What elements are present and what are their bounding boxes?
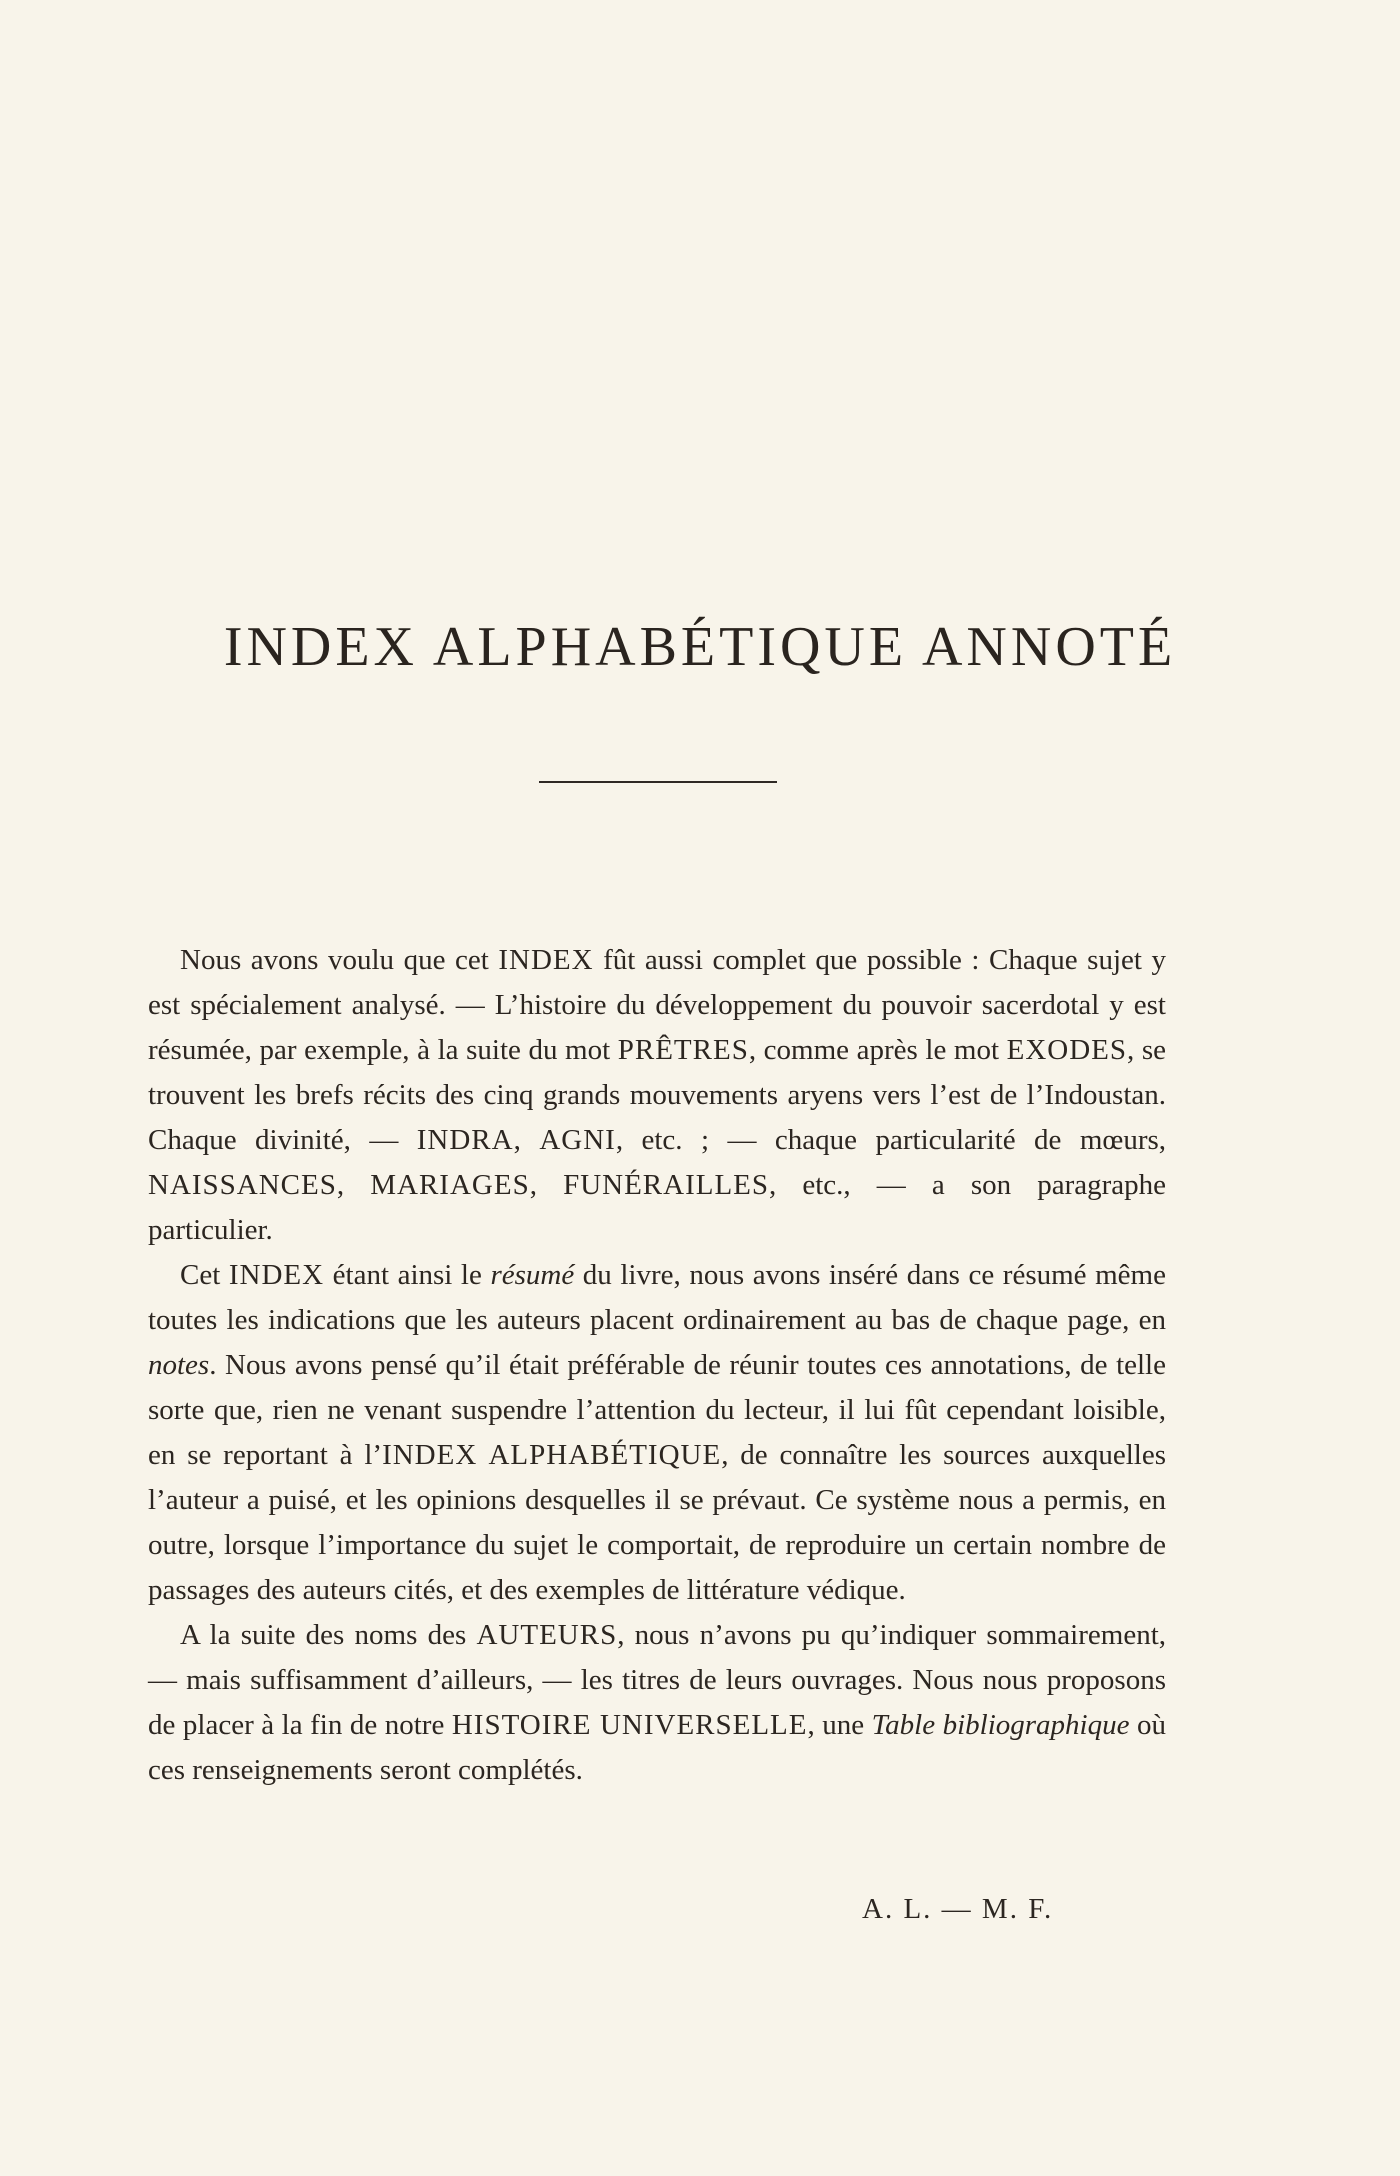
paragraph-3 [148,1613,1166,1793]
text-segment: , etc., — a son paragraphe particulier. [148,1169,1167,1246]
text-segment: AGNI [539,1124,616,1156]
body-text [148,938,1166,1793]
text-segment: MARIAGES [370,1169,530,1201]
text-segment: AUTEURS [476,1619,618,1651]
text-segment: Nous avons voulu que cet [180,944,499,976]
text-segment: notes [148,1349,210,1381]
text-segment: Cet [180,1259,229,1291]
text-segment: , de connaître les sources auxquelles l’auteur a puisé, et les opinions desquelles il se prévaut. Ce système nous a permis, en outre, lorsque l’importance du sujet le comportait, de reproduire un certain nombre de passages des auteurs cités, et des exemples de littérature védique. [148,1439,1166,1606]
text-segment: Table bibliographique [871,1709,1130,1741]
signature-initials: A. L. — M. F. [862,1893,1054,1925]
text-segment: EXODES [1006,1034,1127,1066]
text-segment: NAISSANCES [148,1169,337,1201]
paragraph-1 [148,938,1166,1253]
text-segment: INDEX [228,1259,325,1291]
text-segment: où ces renseignements seront complétés. [148,1709,1167,1786]
text-segment: , etc. ; — chaque particularité de mœurs, [615,1124,1167,1156]
text-segment: PRÊTRES [617,1034,749,1066]
text-segment: fût aussi complet que possible : Chaque sujet y est spécialement analysé. — L’histoire du développement du pouvoir sacerdotal y est résumée, par exemple, à la suite du mot [148,944,1166,1066]
paragraph-2 [148,1253,1166,1613]
text-segment: résumé [490,1259,575,1291]
text-segment: A la suite des noms des [180,1619,477,1651]
text-segment: , [336,1169,371,1201]
title-divider [539,781,777,783]
text-segment: , comme après le mot [748,1034,1007,1066]
text-segment: INDEX ALPHABÉTIQUE [382,1439,722,1471]
text-segment: du livre, nous avons inséré dans ce résumé même toutes les indications que les auteurs placent ordinairement au bas de chaque page, en [148,1259,1166,1336]
text-segment: , [513,1124,540,1156]
text-segment: , se trouvent les brefs récits des cinq grands mouvements aryens vers l’est de l’Indoustan. Chaque divinité, — [148,1034,1166,1156]
text-segment: INDRA [416,1124,514,1156]
text-segment: . Nous avons pensé qu’il était préférable de réunir toutes ces annotations, de telle sorte que, rien ne venant suspendre l’attention du lecteur, il lui fût cependant loisible, en se reportant à l’ [148,1349,1166,1471]
text-segment: étant ainsi le [324,1259,491,1291]
text-segment: FUNÉRAILLES [563,1169,770,1201]
text-segment: INDEX [498,944,594,976]
text-segment: HISTOIRE UNIVERSELLE [451,1709,808,1741]
page-title: INDEX ALPHABÉTIQUE ANNOTÉ [223,616,1177,678]
text-segment: , nous n’avons pu qu’indiquer sommairement, — mais suffisamment d’ailleurs, — les titres de leurs ouvrages. Nous nous proposons de placer à la fin de notre [148,1619,1166,1741]
text-segment: , une [807,1709,872,1741]
text-segment: , [529,1169,564,1201]
